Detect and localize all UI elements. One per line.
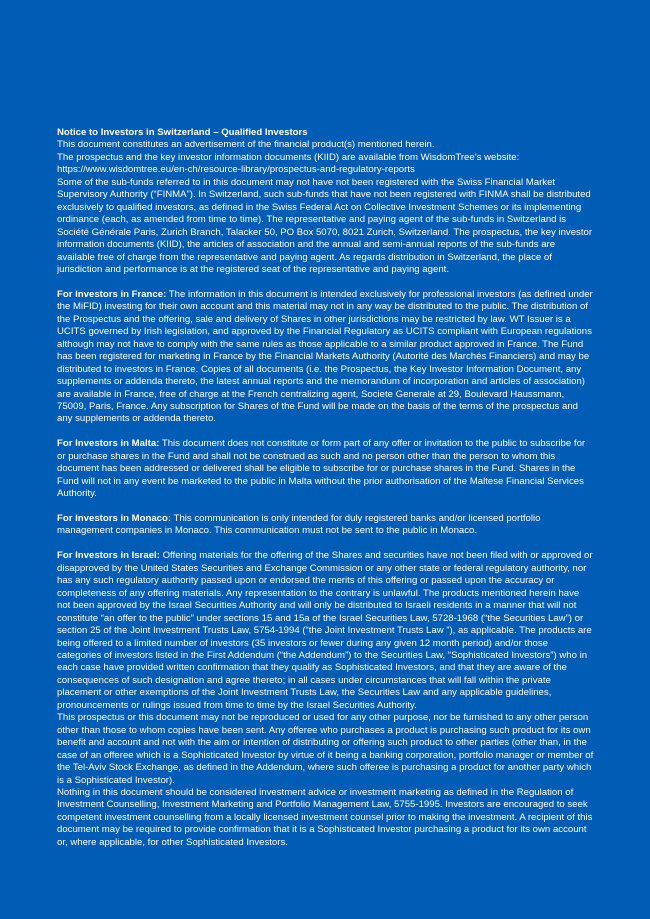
france-paragraph: [57, 289, 594, 426]
section-france: [57, 289, 594, 426]
israel-paragraph-1: [57, 550, 594, 712]
malta-paragraph: [57, 438, 594, 500]
france-body-text: The information in this document is intended exclusively for professional investors (as defined under the MiFID) investing for their own account and this material may not in any way be distributed to the public. The distribution of the Prospectus and the offering, sale and delivery of Shares in other jurisdictions may be restricted by law. WT Issuer is a UCITS governed by Irish legislation, and approved by the Financial Regulatory as UCITS compliant with European regulations although may not have to comply with the same rules as those applicable to a similar product approved in France. The Fund has been registered for marketing in France by the Financial Markets Authority (Autorité des Marchés Financiers) and may be distributed to investors in France. Copies of all documents (i.e. the Prospectus, the Key Investor Information Document, any supplements or addenda thereto, the latest annual reports and the memorandum of incorporation and articles of association) are available in France, free of charge at the French centralizing agent, Societe Generale at 29, Boulevard Haussmann, 75009, Paris, France. Any subscription for Shares of the Fund will be made on the basis of the terms of the prospectus and any supplements or addenda thereto.: [57, 288, 593, 425]
monaco-body-text: This communication is only intended for duly registered banks and/or licensed portfolio management companies in Monaco. This communication must not be sent to the public in Monaco.: [57, 513, 541, 537]
switzerland-line-prospectus: The prospectus and the key investor information documents (KIID) are available from WisdomTree’s website:: [57, 151, 520, 163]
malta-label: For Investors in Malta:: [57, 438, 160, 450]
prospectus-url-link[interactable]: https://www.wisdomtree.eu/en-ch/resource-library/prospectus-and-regulatory-reports: [57, 164, 415, 176]
disclaimer-content: [57, 127, 594, 862]
section-israel: [57, 550, 594, 849]
section-malta: [57, 438, 594, 500]
monaco-paragraph: [57, 513, 594, 538]
malta-body-text: This document does not constitute or form part of any offer or invitation to the public to subscribe for or purchase shares in the Fund and shall not be construed as such and no person other than the person to whom this document has been addressed or delivered shall be eligible to subscribe for or purchase shares in the Fund. Shares in the Fund will not in any event be marketed to the public in Malta without the prior authorisation of the Maltese Financial Services Authority.: [57, 438, 586, 500]
section-monaco: [57, 513, 594, 538]
switzerland-line-advertisement: This document constitutes an advertisement of the financial product(s) mentioned herein.: [57, 139, 435, 151]
monaco-label: For Investors in Monaco:: [57, 513, 172, 524]
israel-paragraph-2: This prospectus or this document may not be reproduced or used for any other purpose, nor be furnished to any other person other than those to whom copies have been sent. Any offeree who purchases a product is purchasing such product for its own benefit and account and not with the aim or intention of distributing or offering such product to other parties (other than, in the case of an offeree which is a Sophisticated Investor by virtue of it being a banking corporation, portfolio manager or member of the Tel-Aviv Stock Exchange, as defined in the Addendum, where such offeree is purchasing a product for another party which is a Sophisticated Investor).: [57, 712, 594, 786]
switzerland-heading: Notice to Investors in Switzerland – Qualified Investors: [57, 127, 308, 138]
france-label: For Investors in France:: [57, 288, 167, 300]
switzerland-body-text: Some of the sub-funds referred to in this document may not have not been registered with the Swiss Financial Market Supervisory Authority (“FINMA”). In Switzerland, such sub-funds that have not been registered with FINMA shall be distributed exclusively to qualified investors, as defined in the Swiss Federal Act on Collective Investment Schemes or its implementing ordinance (each, as amended from time to time). The representative and paying agent of the sub-funds in Switzerland is Société Générale Paris, Zurich Branch, Talacker 50, PO Box 5070, 8021 Zurich, Switzerland. The prospectus, the key investor information documents (KIID), the articles of association and the annual and semi-annual reports of the sub-funds are available free of charge from the representative and paying agent. As regards distribution in Switzerland, the place of jurisdiction and performance is at the registered seat of the representative and paying agent.: [57, 176, 593, 275]
section-switzerland: [57, 127, 594, 276]
israel-body-text-1: Offering materials for the offering of the Shares and securities have not been filed with or approved or disapproved by the United States Securities and Exchange Commission or any other state or federal regulatory authority, nor has any such regulatory authority passed upon or endorsed the merits of this offering or passed upon the accuracy or completeness of any offering materials. Any representation to the contrary is unlawful. The products mentioned herein have not been approved by the Israel Securities Authority and will only be distributed to Israeli residents in a manner that will not constitute “an offer to the public” under sections 15 and 15a of the Israel Securities Law, 5728-1968 (“the Securities Law”) or section 25 of the Joint Investment Trusts Law, 5754-1994 (“the Joint Investment Trusts Law ”), as applicable. The products are being offered to a limited number of investors (35 investors or fewer during any given 12 month period) and/or those categories of investors listed in the First Addendum (“the Addendum”) to the Securities Law, “Sophisticated Investors”) who in each case have provided written confirmation that they qualify as Sophisticated Investors, and that they are aware of the consequences of such designation and agree thereto; in all cases under circumstances that will fall within the private placement or other exemptions of the Joint Investment Trusts Law, the Securities Law and any applicable guidelines, pronouncements or rulings issued from time to time by the Israel Securities Authority.: [57, 550, 593, 711]
israel-paragraph-3: Nothing in this document should be considered investment advice or investment marketing as defined in the Regulation of Investment Counselling, Investment Marketing and Portfolio Management Law, 5755-1995. Investors are encouraged to seek competent investment counselling from a locally licensed investment counsel prior to making the investment. A recipient of this document may be required to provide confirmation that it is a Sophisticated Investor purchasing a product for its own account or, where applicable, for other Sophisticated Investors.: [57, 786, 593, 848]
israel-label: For Investors in Israel:: [57, 550, 160, 562]
